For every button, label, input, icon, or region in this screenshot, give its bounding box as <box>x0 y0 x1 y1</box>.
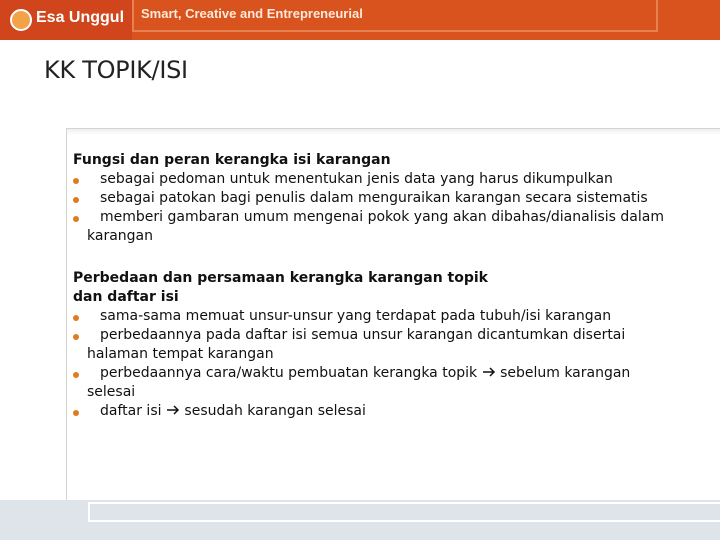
list-item-text: daftar isi <box>100 403 162 419</box>
bullet-icon <box>73 334 79 340</box>
list-item-text: sama-sama memuat unsur-unsur yang terdapat pada tubuh/isi karangan <box>100 308 612 324</box>
bullet-icon <box>73 372 79 378</box>
list-item <box>73 208 713 246</box>
list-item-text: perbedaannya cara/waktu pembuatan kerangka topik <box>100 365 478 381</box>
bullet-icon <box>73 410 79 416</box>
header-band <box>0 0 720 40</box>
list-item <box>73 364 713 402</box>
list-item-continuation: halaman tempat karangan <box>87 346 274 362</box>
list-item <box>73 326 713 364</box>
bullet-icon <box>73 197 79 203</box>
list-item-text: sebagai pedoman untuk menentukan jenis data yang harus dikumpulkan <box>100 171 613 187</box>
list-item <box>73 170 713 189</box>
slide-title: KK TOPIK/ISI <box>44 56 188 84</box>
footer-frame <box>88 502 720 522</box>
list-item <box>73 307 713 326</box>
logo-emblem-icon <box>10 9 32 31</box>
list-item-text: memberi gambaran umum mengenai pokok yang akan dibahas/dianalisis dalam <box>100 209 664 225</box>
frame-top-line <box>66 128 720 129</box>
frame-shadow <box>67 129 720 135</box>
arrow-right-icon <box>482 367 496 377</box>
list-item-text: sesudah karangan selesai <box>184 403 366 419</box>
bullet-icon <box>73 315 79 321</box>
section-title-line1: Perbedaan dan persamaan kerangka karangan topik <box>73 270 488 286</box>
frame-left-line <box>66 128 67 502</box>
bullet-icon <box>73 178 79 184</box>
arrow-right-icon <box>166 405 180 415</box>
section-title: Fungsi dan peran kerangka isi karangan <box>73 152 391 168</box>
slide-body <box>73 151 713 421</box>
list-item <box>73 402 713 421</box>
list-item-text: sebagai patokan bagi penulis dalam menguraikan karangan secara sistematis <box>100 190 648 206</box>
tagline: Smart, Creative and Entrepreneurial <box>141 6 363 21</box>
list-item-text: perbedaannya pada daftar isi semua unsur karangan dicantumkan disertai <box>100 327 626 343</box>
logo-text: Esa Unggul <box>36 9 125 26</box>
list-item-continuation: selesai <box>87 384 136 400</box>
section-title-line2: dan daftar isi <box>73 289 179 305</box>
list-item-continuation: karangan <box>87 228 153 244</box>
logo <box>0 0 132 40</box>
list-item <box>73 189 713 208</box>
bullet-icon <box>73 216 79 222</box>
list-item-text: sebelum karangan <box>500 365 631 381</box>
